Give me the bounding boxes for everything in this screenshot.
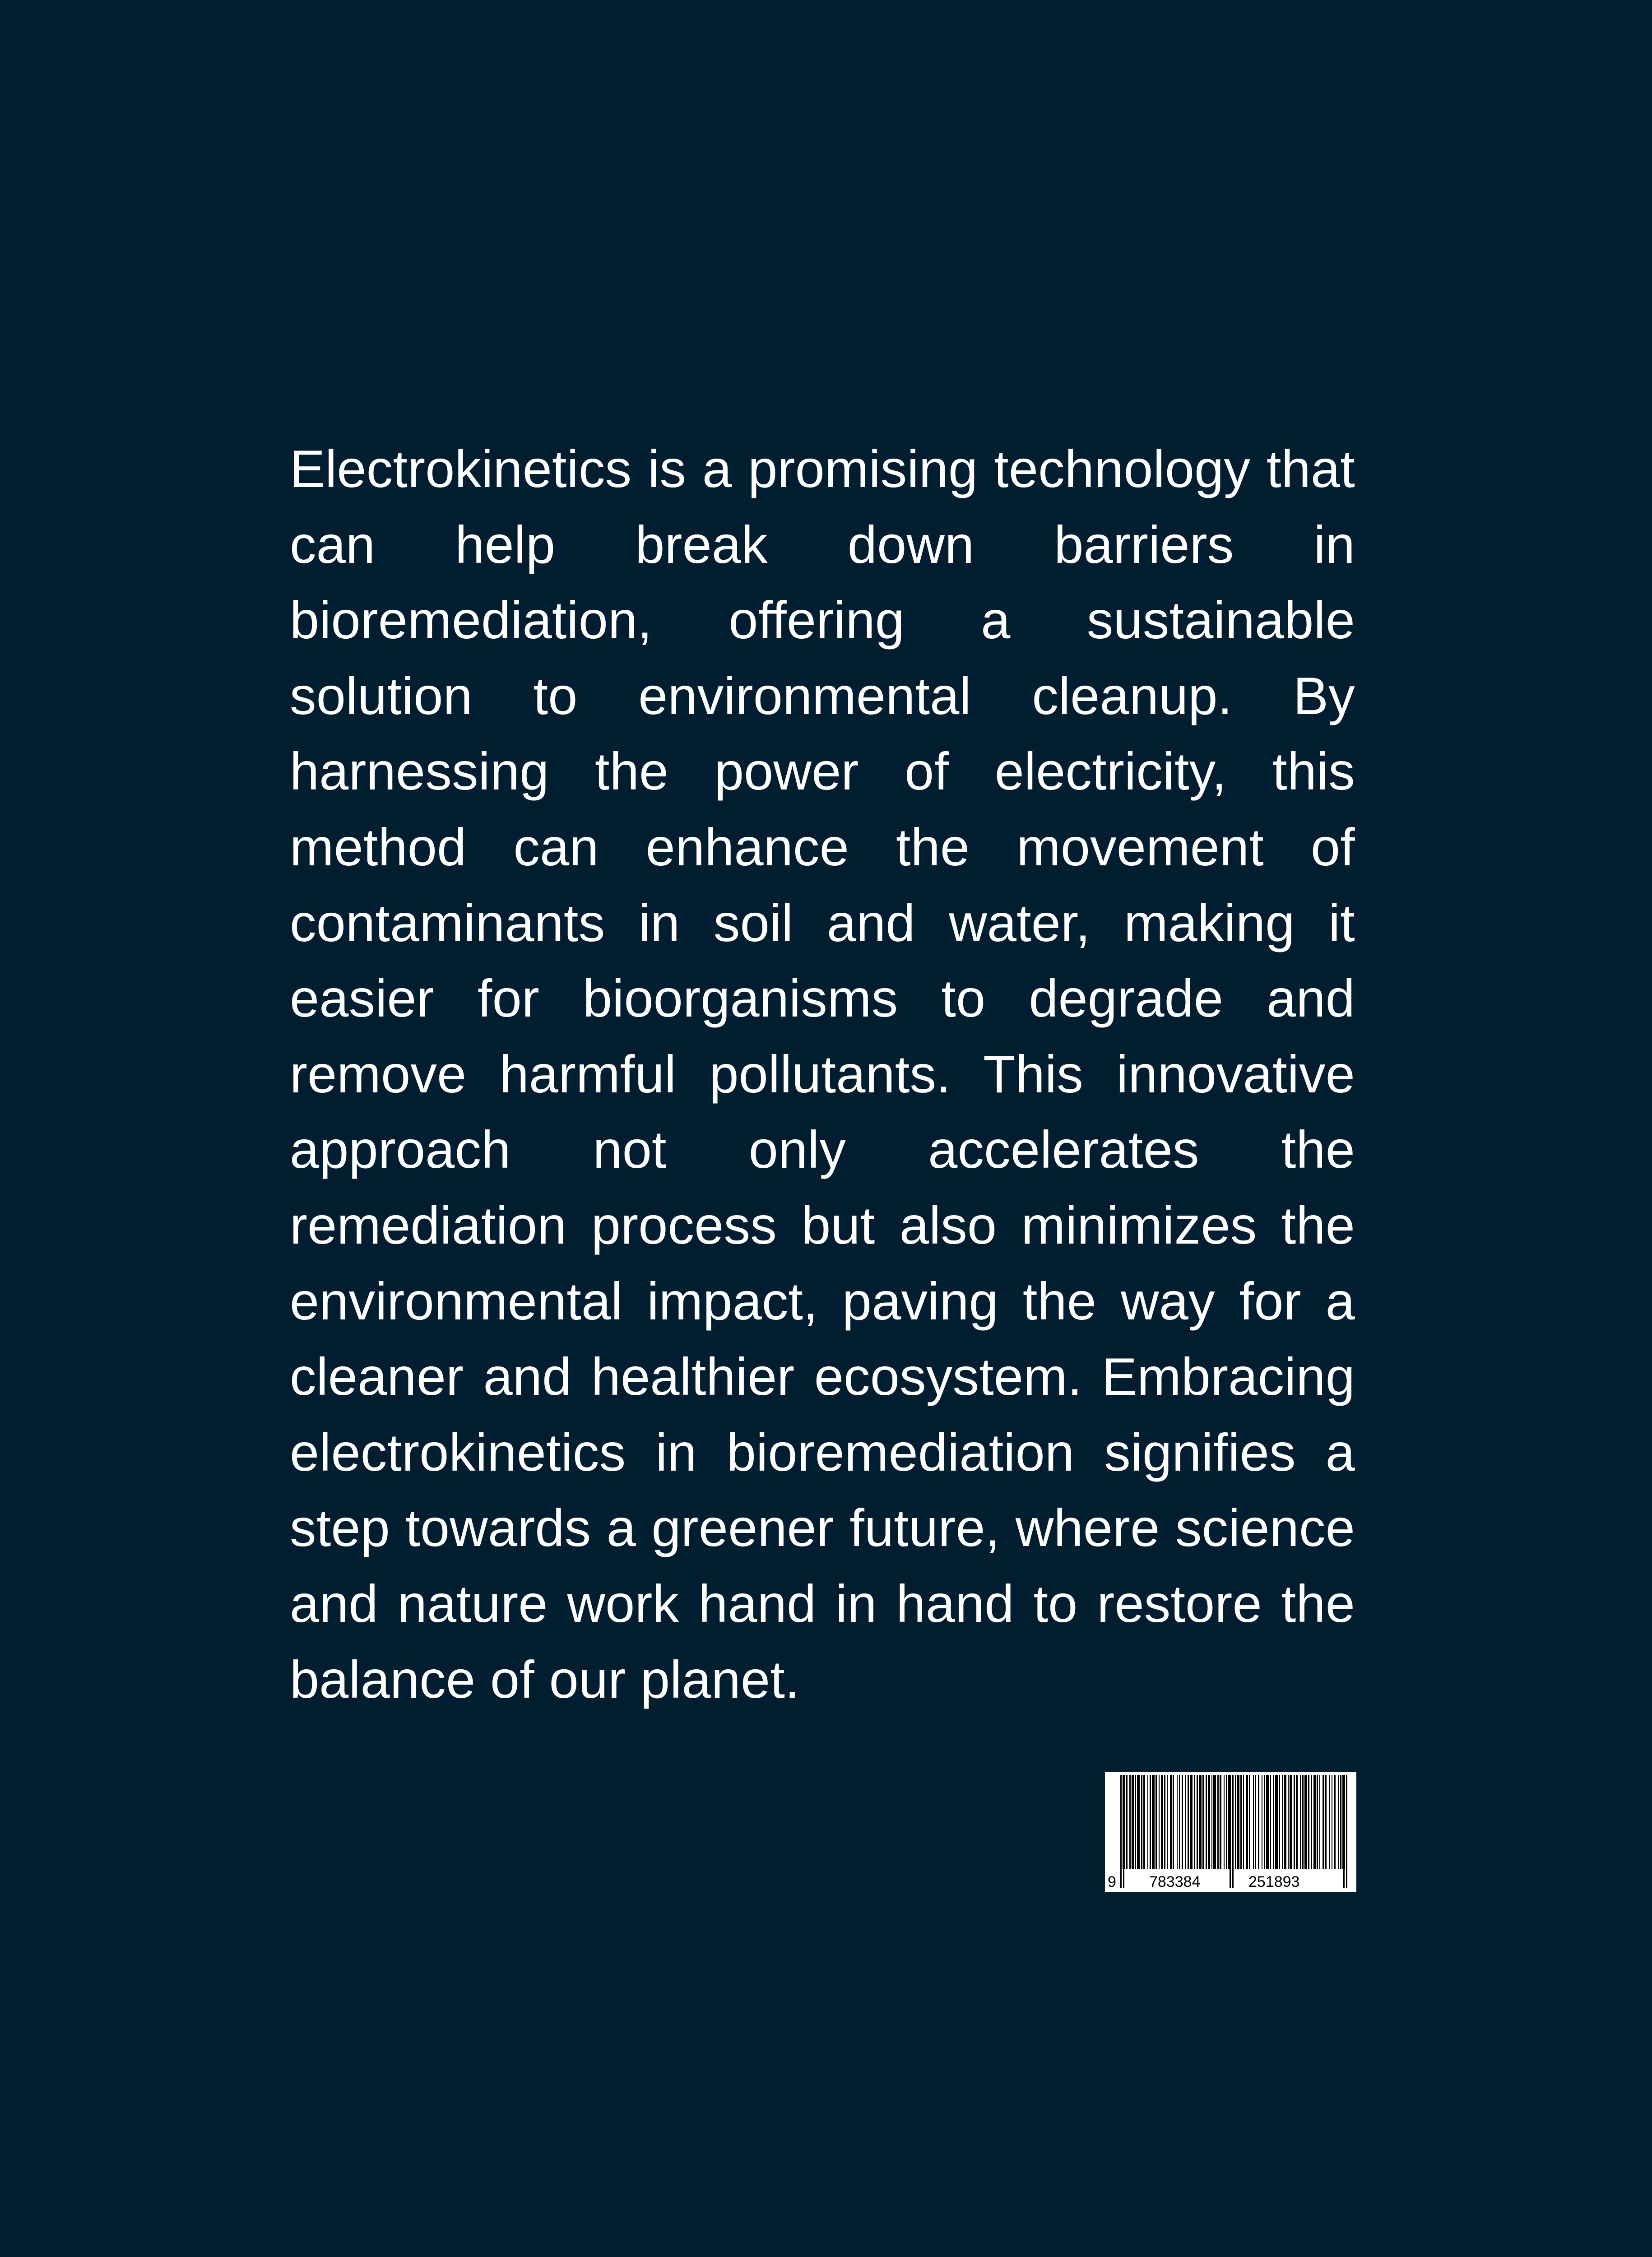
barcode-guard-bar [1123, 1775, 1124, 1888]
barcode-bar [1270, 1775, 1271, 1871]
barcode-bar [1253, 1775, 1254, 1871]
barcode-bar [1304, 1775, 1307, 1871]
barcode-bar [1143, 1775, 1145, 1871]
barcode-bar [1288, 1775, 1289, 1871]
barcode-bar [1206, 1775, 1207, 1871]
book-description: Electrokinetics is a promising technology that can help break down barriers in bioremediation, offering a sustainable solution to environmental cleanup. By harnessing the power of electricity, this method can enhance the movement of contaminants in soil and water, making it easier for bioorganisms to degrade and remove harmful pollutants. This innovative approach not only accelerates the remediation process but also minimizes the environmental impact, paving the way for a cleaner and healthier ecosystem. Embracing electrokinetics in bioremediation signifies a step towards a greener future, where science and nature work hand in hand to restore the balance of our planet. [290, 439, 1355, 1709]
barcode-bar [1266, 1775, 1269, 1871]
barcode-bar [1296, 1775, 1298, 1871]
barcode-bar [1182, 1775, 1183, 1871]
barcode-bar [1290, 1775, 1292, 1871]
barcode-bar [1224, 1775, 1225, 1871]
barcode-bar [1137, 1775, 1140, 1871]
barcode-bar [1208, 1775, 1210, 1871]
barcode-bar [1255, 1775, 1256, 1871]
barcode-bar [1197, 1775, 1198, 1871]
barcode-bar [1317, 1775, 1318, 1871]
barcode-bar [1159, 1775, 1160, 1871]
barcode-bar [1294, 1775, 1295, 1871]
barcode-bar [1258, 1775, 1259, 1871]
barcode-bar [1135, 1775, 1136, 1871]
barcode-bar [1313, 1775, 1316, 1871]
barcode-digits-right: 251893 [1248, 1873, 1300, 1890]
barcode-bar [1202, 1775, 1204, 1871]
barcode-digits-left: 783384 [1149, 1873, 1201, 1890]
barcode-guard-bar [1232, 1775, 1234, 1888]
isbn-barcode [1105, 1772, 1356, 1892]
barcode-bar [1240, 1775, 1242, 1871]
barcode-bar [1284, 1775, 1286, 1871]
barcode-bar [1237, 1775, 1239, 1871]
barcode-bar [1279, 1775, 1280, 1871]
barcode-bar [1152, 1775, 1155, 1871]
barcode-bar [1173, 1775, 1174, 1871]
barcode-bar [1282, 1775, 1283, 1871]
barcode-bar [1319, 1775, 1320, 1871]
barcode-guard-bar [1230, 1775, 1231, 1888]
barcode-bar [1334, 1775, 1336, 1871]
barcode-bar [1177, 1775, 1178, 1871]
barcode-bar [1147, 1775, 1148, 1871]
barcode-bar [1126, 1775, 1128, 1871]
barcode-guard-bar [1120, 1775, 1122, 1888]
barcode-bar [1323, 1775, 1324, 1871]
barcode-guard-bar [1346, 1775, 1347, 1888]
barcode-digit-first: 9 [1108, 1873, 1116, 1890]
barcode-bar [1164, 1775, 1165, 1871]
barcode-bar [1129, 1775, 1131, 1871]
barcode-bar [1273, 1775, 1274, 1871]
barcode-bar [1300, 1775, 1301, 1871]
barcode-bar [1275, 1775, 1278, 1871]
barcode-bar [1167, 1775, 1168, 1871]
barcode-bar [1194, 1775, 1195, 1871]
barcode-bar [1132, 1775, 1134, 1871]
barcode-bar [1235, 1775, 1236, 1871]
barcode-bar [1170, 1775, 1172, 1871]
barcode-bar [1340, 1775, 1341, 1871]
barcode-bar [1179, 1775, 1180, 1871]
barcode-bar [1190, 1775, 1193, 1871]
barcode-bar [1243, 1775, 1244, 1871]
barcode-bar [1220, 1775, 1221, 1871]
barcode-bar [1329, 1775, 1330, 1871]
barcode-bar [1155, 1775, 1157, 1871]
barcode-bar [1217, 1775, 1219, 1871]
barcode-bar [1302, 1775, 1304, 1871]
barcode-bar [1264, 1775, 1265, 1871]
barcode-bar [1211, 1775, 1212, 1871]
barcode-bar [1188, 1775, 1189, 1871]
barcode-guard-bar [1343, 1775, 1345, 1888]
barcode-bar [1213, 1775, 1216, 1871]
barcode-bar [1141, 1775, 1142, 1871]
barcode-bar [1150, 1775, 1151, 1871]
barcode-bar [1161, 1775, 1163, 1871]
barcode-bar [1199, 1775, 1202, 1871]
barcode-bar [1338, 1775, 1339, 1871]
barcode-bar [1226, 1775, 1227, 1871]
barcode-bar [1311, 1775, 1312, 1871]
barcode-bar [1246, 1775, 1248, 1871]
barcode-bar [1185, 1775, 1186, 1871]
barcode-bar [1249, 1775, 1250, 1871]
barcode-bar [1325, 1775, 1327, 1871]
barcode-bar [1308, 1775, 1309, 1871]
